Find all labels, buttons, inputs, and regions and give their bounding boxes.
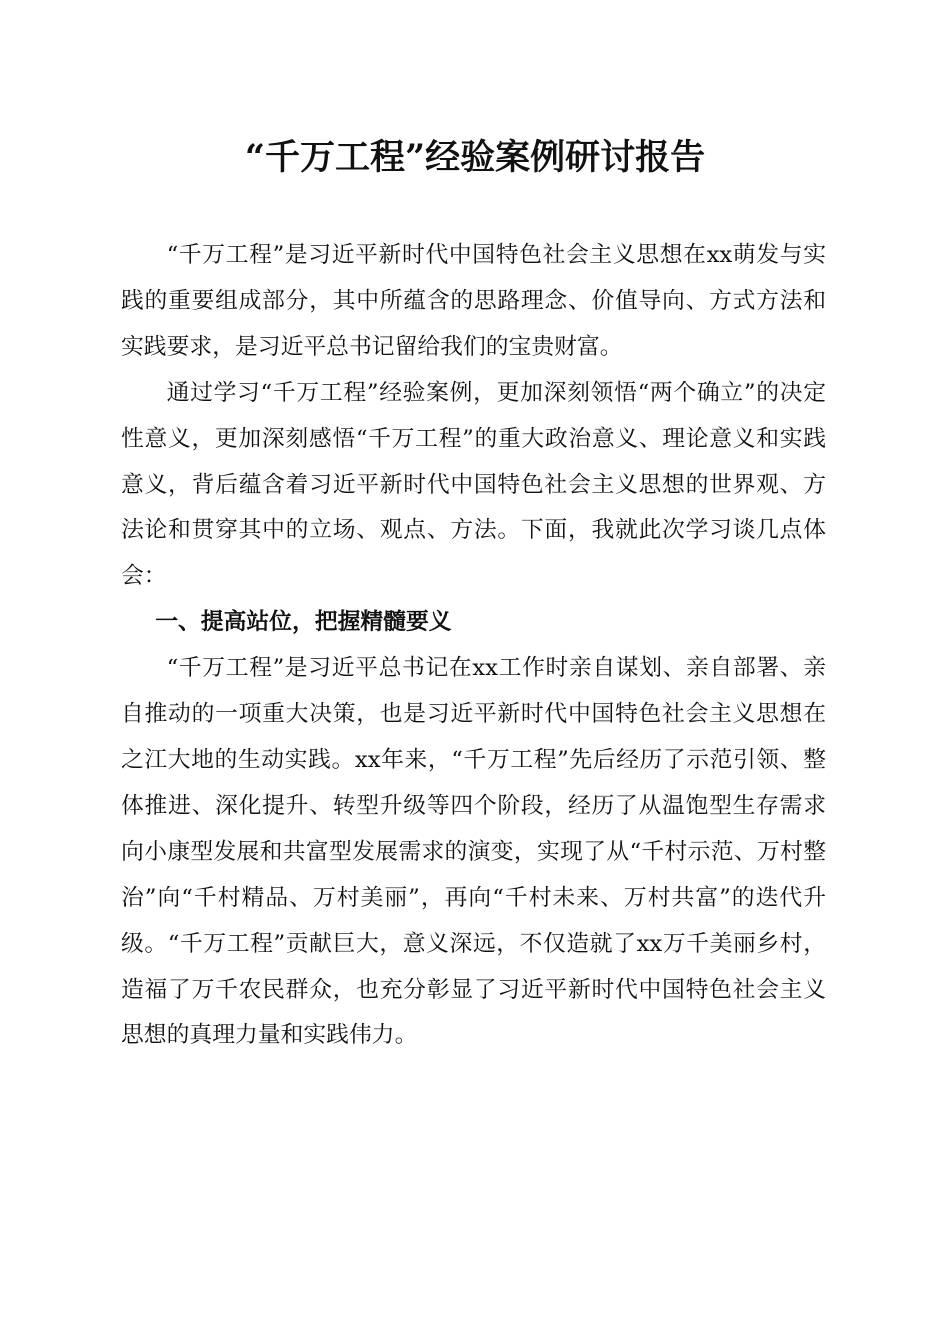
document-title: “千万工程”经验案例研讨报告 [244, 137, 706, 178]
section-paragraph: “千万工程”是习近平总书记在xx工作时亲自谋划、亲自部署、亲自推动的一项重大决策，也是习近平新时代中国特色社会主义思想在之江大地的生动实践。xx年来，“千万工程”先后经历了示范引领、整体推进、深化提升、转型升级等四个阶段，经历了从温饱型生存需求向小康型发展和共富型发展需求的演变，实现了从“千村示范、万村整治”向“千村精品、万村美丽”，再向“千村未来、万村共富”的迭代升级。“千万工程”贡献巨大，意义深远，不仅造就了xx万千美丽乡村，造福了万千农民群众，也充分彰显了习近平新时代中国特色社会主义思想的真理力量和实践伟力。 [121, 655, 826, 1049]
study-paragraph: 通过学习“千万工程”经验案例，更加深刻领悟“两个确立”的决定性意义，更加深刻感悟“千万工程”的重大政治意义、理论意义和实践意义，背后蕴含着习近平新时代中国特色社会主义思想的世界观、方法论和贯穿其中的立场、观点、方法。下面，我就此次学习谈几点体会： [121, 379, 826, 590]
document-body [121, 233, 826, 1059]
section-heading: 一、提高站位，把握精髓要义 [155, 609, 452, 636]
intro-paragraph: “千万工程”是习近平新时代中国特色社会主义思想在xx萌发与实践的重要组成部分，其中所蕴含的思路理念、价值导向、方式方法和实践要求，是习近平总书记留给我们的宝贵财富。 [121, 242, 826, 360]
